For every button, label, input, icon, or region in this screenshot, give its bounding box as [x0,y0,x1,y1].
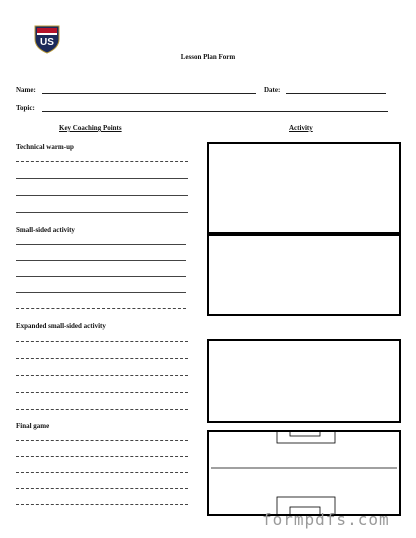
coaching-line[interactable] [16,392,188,393]
form-title: Lesson Plan Form [180,53,236,61]
coaching-line[interactable] [16,440,188,441]
coaching-line[interactable] [16,161,188,162]
coaching-line[interactable] [16,292,186,293]
activity-box[interactable] [207,234,401,316]
coaching-line[interactable] [16,178,188,179]
date-field[interactable] [286,93,386,94]
section-label: Expanded small-sided activity [16,322,106,330]
section-label: Technical warm-up [16,143,74,151]
key-coaching-points-heading: Key Coaching Points [59,124,122,132]
coaching-line[interactable] [16,488,188,489]
logo-letters: US [40,37,54,48]
coaching-line[interactable] [16,375,188,376]
topic-label: Topic: [16,104,35,112]
coaching-line[interactable] [16,195,188,196]
activity-box[interactable] [207,339,401,423]
coaching-line[interactable] [16,472,188,473]
crest-logo-icon [32,24,62,54]
name-field[interactable] [42,93,256,94]
field-boundary [208,431,400,515]
section-label: Small-sided activity [16,226,75,234]
coaching-line[interactable] [16,260,186,261]
watermark-text: formpdfs.com [262,510,390,529]
coaching-line[interactable] [16,409,188,410]
soccer-field-diagram[interactable] [207,430,401,516]
name-label: Name: [16,86,36,94]
coaching-line[interactable] [16,244,186,245]
coaching-line[interactable] [16,276,186,277]
activity-box[interactable] [207,142,401,234]
coaching-line[interactable] [16,212,188,213]
date-label: Date: [264,86,281,94]
activity-heading: Activity [289,124,313,132]
coaching-line[interactable] [16,358,188,359]
coaching-line[interactable] [16,341,188,342]
coaching-line[interactable] [16,504,188,505]
topic-field[interactable] [42,111,388,112]
coaching-line[interactable] [16,308,186,309]
coaching-line[interactable] [16,456,188,457]
section-label: Final game [16,422,50,430]
